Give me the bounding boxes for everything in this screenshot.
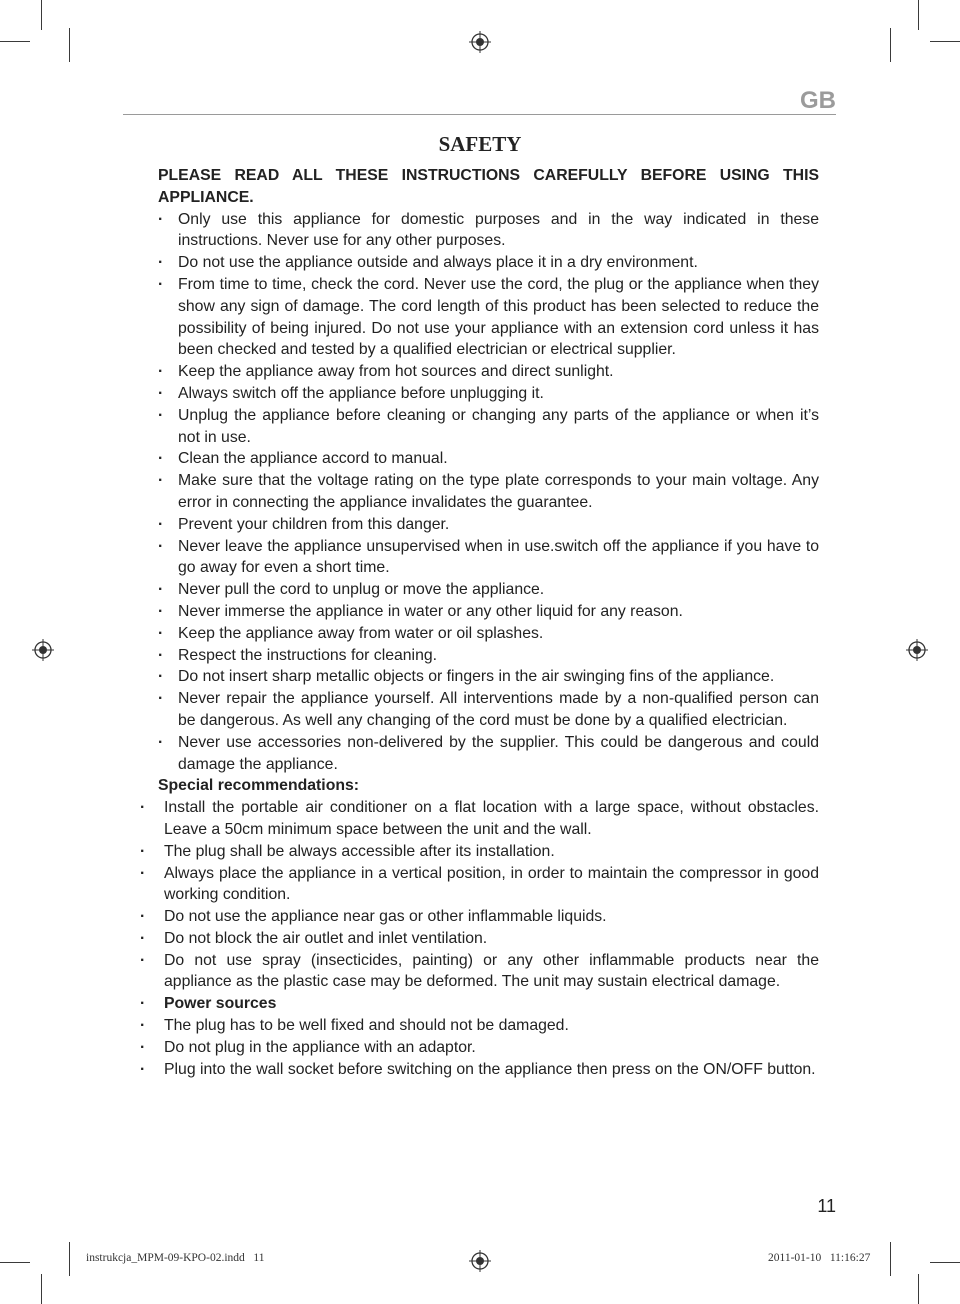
list-item: · Make sure that the voltage rating on the type plate corresponds to your main voltage. Any error in connecting the appliance invalidates the guarantee.: [158, 470, 819, 514]
safety-content: [158, 165, 819, 1080]
intro-heading: [158, 165, 819, 209]
list-item: · Always switch off the appliance before unplugging it.: [158, 383, 819, 405]
safety-list: [158, 209, 819, 776]
crop-mark: [41, 0, 42, 30]
registration-mark-icon: [906, 639, 928, 661]
list-item: · Never immerse the appliance in water or any other liquid for any reason.: [158, 601, 819, 623]
language-header: [123, 88, 836, 115]
list-item: · Unplug the appliance before cleaning or changing any parts of the appliance or when it’s not in use.: [158, 405, 819, 449]
list-item: · Do not use spray (insecticides, painting) or any other inflammable products near the appliance as the plastic case may be deformed. The unit may sustain electrical damage.: [140, 950, 819, 994]
crop-mark: [890, 28, 891, 62]
list-item: · Prevent your children from this danger.: [158, 514, 819, 536]
crop-mark: [0, 1262, 30, 1263]
power-sources-heading: · Power sources: [140, 993, 819, 1015]
crop-mark: [69, 1242, 70, 1276]
list-item: · Never repair the appliance yourself. All interventions made by a non-qualified person can be dangerous. As well any changing of the cord must be done by a qualified electrician.: [158, 688, 819, 732]
crop-mark: [918, 0, 919, 30]
list-item: · Clean the appliance accord to manual.: [158, 448, 819, 470]
list-item: · Always place the appliance in a vertical position, in order to maintain the compressor in good working condition.: [140, 863, 819, 907]
crop-mark: [41, 1274, 42, 1304]
footer-filename: instrukcja_MPM-09-KPO-02.indd 11: [86, 1252, 265, 1264]
special-recommendations-heading: Special recommendations:: [158, 777, 360, 795]
crop-mark: [890, 1242, 891, 1276]
crop-mark: [69, 28, 70, 62]
crop-mark: [930, 41, 960, 42]
list-item: · Keep the appliance away from water or oil splashes.: [158, 623, 819, 645]
crop-mark: [918, 1274, 919, 1304]
list-item: · Do not use the appliance near gas or other inflammable liquids.: [140, 906, 819, 928]
list-item: · Respect the instructions for cleaning.: [158, 645, 819, 667]
footer-timestamp: 2011-01-10 11:16:27: [768, 1252, 871, 1264]
list-item: · Do not block the air outlet and inlet ventilation.: [140, 928, 819, 950]
list-item: · Install the portable air conditioner on a flat location with a large space, without obstacles. Leave a 50cm minimum space between the unit and the wall.: [140, 797, 819, 841]
list-item: · Do not plug in the appliance with an adaptor.: [140, 1037, 819, 1059]
intro-heading-line1: PLEASE READ ALL THESE INSTRUCTIONS CAREFULLY BEFORE USING THIS: [158, 167, 819, 184]
list-item: · The plug shall be always accessible after its installation.: [140, 841, 819, 863]
list-item: · Do not use the appliance outside and always place it in a dry environment.: [158, 252, 819, 274]
list-item: · Never leave the appliance unsupervised when in use.switch off the appliance if you have to go away for even a short time.: [158, 536, 819, 580]
language-tag: GB: [800, 87, 836, 114]
list-item: · Only use this appliance for domestic purposes and in the way indicated in these instructions. Never use for any other purposes.: [158, 209, 819, 253]
list-item: · The plug has to be well fixed and should not be damaged.: [140, 1015, 819, 1037]
list-item: · From time to time, check the cord. Never use the cord, the plug or the appliance when they show any sign of damage. The cord length of this product has been selected to reduce the possibility of being injured. Do not use your appliance with an extension cord unless it has been checked and tested by a qualified electrician or electrical supplier.: [158, 274, 819, 361]
list-item: · Never pull the cord to unplug or move the appliance.: [158, 579, 819, 601]
intro-heading-line2: APPLIANCE.: [158, 188, 254, 206]
registration-mark-icon: [469, 31, 491, 53]
page-number: 11: [817, 1196, 836, 1216]
list-item: · Plug into the wall socket before switching on the appliance then press on the ON/OFF button.: [140, 1059, 819, 1081]
crop-mark: [930, 1262, 960, 1263]
list-item: · Keep the appliance away from hot sources and direct sunlight.: [158, 361, 819, 383]
registration-mark-icon: [32, 639, 54, 661]
crop-mark: [0, 41, 30, 42]
registration-mark-icon: [469, 1250, 491, 1272]
special-recommendations-list: [140, 797, 819, 1080]
page-title: SAFETY: [438, 132, 522, 156]
list-item: · Do not insert sharp metallic objects or fingers in the air swinging fins of the appliance.: [158, 666, 819, 688]
list-item: · Never use accessories non-delivered by the supplier. This could be dangerous and could damage the appliance.: [158, 732, 819, 776]
